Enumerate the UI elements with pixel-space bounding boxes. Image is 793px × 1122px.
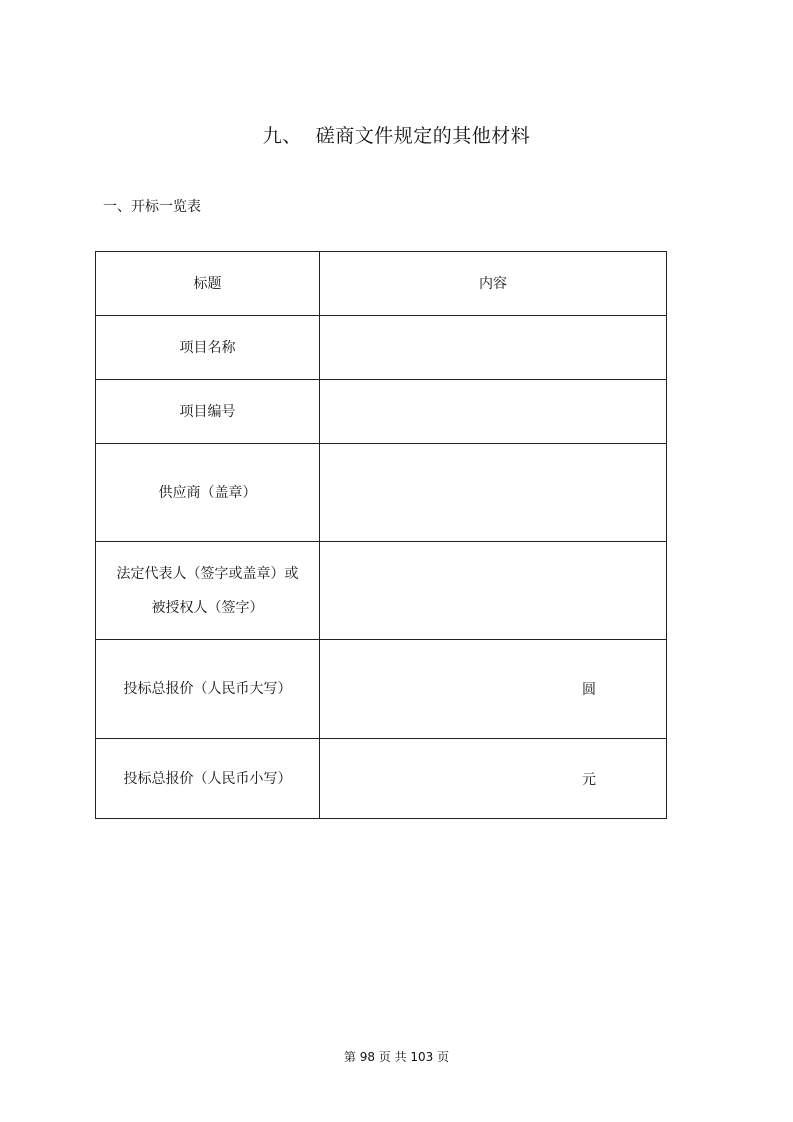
bid-summary-table bbox=[95, 251, 667, 819]
subheading: 一、开标一览表 bbox=[103, 199, 201, 215]
row-label-line: 被授权人（签字） bbox=[151, 599, 264, 616]
row-label bbox=[96, 542, 320, 640]
row-label: 投标总报价（人民币小写） bbox=[96, 739, 320, 819]
total-lowercase-field[interactable] bbox=[320, 739, 667, 819]
table-row-total-lowercase bbox=[96, 739, 667, 819]
table-row-representative bbox=[96, 542, 667, 640]
representative-field[interactable] bbox=[320, 542, 667, 640]
header-content-cell: 内容 bbox=[320, 252, 667, 316]
table-row-supplier bbox=[96, 444, 667, 542]
row-label-line: 法定代表人（签字或盖章）或 bbox=[116, 565, 299, 582]
section-number: 九、 bbox=[262, 125, 302, 147]
currency-unit-label: 元 bbox=[582, 771, 596, 788]
row-label: 项目名称 bbox=[96, 316, 320, 380]
row-label: 供应商（盖章） bbox=[96, 444, 320, 542]
row-label: 项目编号 bbox=[96, 380, 320, 444]
row-label: 投标总报价（人民币大写） bbox=[96, 640, 320, 739]
currency-unit-label: 圆 bbox=[582, 682, 596, 698]
table-row-project-name bbox=[96, 316, 667, 380]
project-name-field[interactable] bbox=[320, 316, 667, 380]
table-header-row bbox=[96, 252, 667, 316]
section-title-text: 磋商文件规定的其他材料 bbox=[315, 125, 531, 147]
supplier-field[interactable] bbox=[320, 444, 667, 542]
section-title bbox=[0, 121, 793, 148]
page-footer: 第 98 页 共 103 页 bbox=[343, 1050, 450, 1064]
total-uppercase-field[interactable] bbox=[320, 640, 667, 739]
table-row-total-uppercase bbox=[96, 640, 667, 739]
project-number-field[interactable] bbox=[320, 380, 667, 444]
header-title-cell: 标题 bbox=[96, 252, 320, 316]
table-row-project-number bbox=[96, 380, 667, 444]
